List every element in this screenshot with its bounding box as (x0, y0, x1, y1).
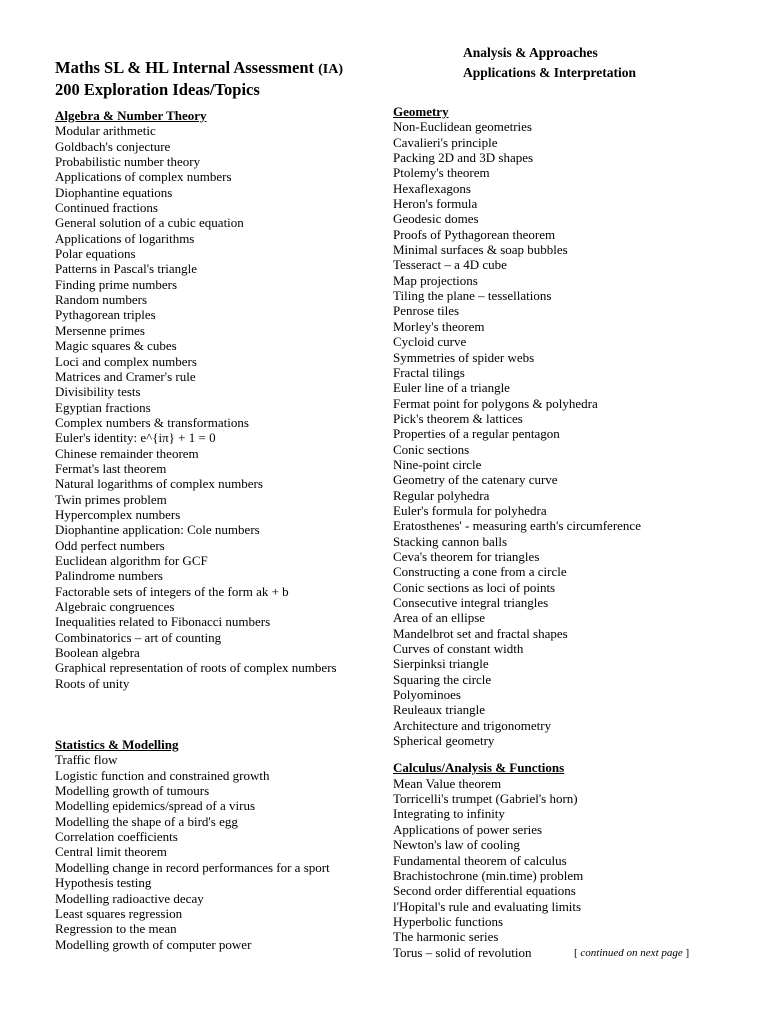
topic-item: Tesseract – a 4D cube (393, 257, 507, 273)
topic-item: Goldbach's conjecture (55, 138, 171, 154)
topic-item: Polyominoes (393, 687, 461, 703)
topic-item: Heron's formula (393, 196, 478, 212)
topic-item: Nine-point circle (393, 456, 482, 472)
topic-item: Euclidean algorithm for GCF (55, 552, 208, 568)
topic-item: Proofs of Pythagorean theorem (393, 226, 556, 242)
topic-item: Spherical geometry (393, 733, 495, 749)
topic-item: Integrating to infinity (393, 806, 505, 822)
topic-item: Conic sections as loci of points (393, 579, 556, 595)
course-labels (463, 43, 636, 83)
topic-item: Divisibility tests (55, 384, 141, 400)
topic-item: Torus – solid of revolution (393, 944, 532, 960)
topic-item: Patterns in Pascal's triangle (55, 261, 198, 277)
bracket-close: ] (685, 947, 690, 959)
topic-item: General solution of a cubic equation (55, 215, 244, 231)
topic-item: Modelling radioactive decay (55, 890, 204, 906)
topic-item: Diophantine application: Cole numbers (55, 522, 260, 538)
topic-item: Modular arithmetic (55, 123, 156, 139)
topic-item: Newton's law of cooling (393, 837, 520, 853)
left-column (55, 108, 385, 952)
topic-item: Algebraic congruences (55, 599, 175, 614)
topic-item: Hexaflexagons (393, 180, 471, 196)
topic-item: Area of an ellipse (393, 610, 486, 626)
topic-item: Hyperbolic functions (393, 913, 504, 929)
topic-item: Traffic flow (55, 752, 118, 768)
topic-item: Loci and complex numbers (55, 353, 197, 369)
topic-item: Regression to the mean (55, 921, 177, 937)
topic-item: Finding prime numbers (55, 276, 178, 292)
topic-item: Reuleaux triangle (393, 702, 486, 718)
algebra-topic-list (55, 123, 385, 691)
topic-item: Modelling change in record performances for a sport (55, 859, 330, 875)
title-line-2: 200 Exploration Ideas/Topics (55, 80, 260, 99)
topic-item: Modelling growth of computer power (55, 936, 252, 952)
continued-text: continued on next page (580, 947, 683, 959)
statistics-topic-list (55, 752, 385, 951)
topic-item: Combinatorics – art of counting (55, 629, 222, 645)
topic-item: Odd perfect numbers (55, 537, 165, 553)
topic-item: Geometry of the catenary curve (393, 472, 558, 488)
topic-item: Morley's theorem (393, 318, 485, 334)
topic-item: Geodesic domes (393, 211, 479, 227)
topic-item: Chinese remainder theorem (55, 445, 199, 461)
topic-item: Mean Value theorem (393, 775, 502, 791)
continued-note (574, 947, 689, 959)
topic-item: Mandelbrot set and fractal shapes (393, 625, 568, 641)
topic-item: Properties of a regular pentagon (393, 426, 560, 442)
topic-item: Consecutive integral triangles (393, 595, 549, 610)
topic-item: Constructing a cone from a circle (393, 564, 567, 580)
geometry-topic-list (393, 119, 743, 748)
topic-item: Graphical representation of roots of complex numbers (55, 660, 337, 676)
calculus-topic-list (393, 776, 743, 960)
topic-item: Logistic function and constrained growth (55, 767, 270, 783)
topic-item: Sierpinksi triangle (393, 656, 489, 672)
course-analysis-approaches: Analysis & Approaches (463, 45, 598, 60)
topic-item: Modelling epidemics/spread of a virus (55, 798, 256, 814)
topic-item: Euler's identity: e^{iπ} + 1 = 0 (55, 430, 216, 446)
topic-item: Fermat point for polygons & polyhedra (393, 395, 598, 411)
topic-item: Brachistochrone (min.time) problem (393, 867, 584, 883)
topic-item: Central limit theorem (55, 844, 167, 860)
topic-item: Palindrome numbers (55, 568, 163, 584)
topic-item: Matrices and Cramer's rule (55, 368, 196, 384)
course-applications-interpretation: Applications & Interpretation (463, 65, 637, 80)
topic-item: Second order differential equations (393, 883, 576, 899)
right-column (393, 104, 743, 960)
topic-item: Fermat's last theorem (55, 460, 167, 476)
topic-item: Applications of logarithms (55, 230, 195, 246)
topic-item: Regular polyhedra (393, 487, 490, 503)
topic-item: Natural logarithms of complex numbers (55, 476, 263, 492)
topic-item: Probabilistic number theory (55, 154, 201, 170)
section-gap (55, 691, 385, 737)
topic-item: Minimal surfaces & soap bubbles (393, 242, 568, 258)
topic-item: Ptolemy's theorem (393, 165, 490, 181)
topic-item: Conic sections (393, 441, 470, 457)
topic-item: Random numbers (55, 292, 148, 308)
topic-item: Penrose tiles (393, 303, 460, 319)
topic-item: Architecture and trigonometry (393, 717, 552, 733)
section-heading-calculus: Calculus/Analysis & Functions (393, 760, 565, 776)
topic-item: Applications of power series (393, 821, 543, 837)
bracket-open: [ (574, 947, 578, 959)
topic-item: Boolean algebra (55, 645, 140, 661)
topic-item: Egyptian fractions (55, 399, 151, 415)
topic-item: Packing 2D and 3D shapes (393, 150, 534, 166)
topic-item: Stacking cannon balls (393, 533, 508, 549)
topic-item: Euler line of a triangle (393, 380, 510, 396)
topic-item: Applications of complex numbers (55, 169, 232, 185)
topic-item: Pythagorean triples (55, 307, 156, 323)
topic-item: Euler's formula for polyhedra (393, 502, 547, 518)
title-main: Maths SL & HL Internal Assessment (55, 58, 314, 77)
topic-item: Magic squares & cubes (55, 338, 177, 354)
topic-item: Polar equations (55, 246, 136, 262)
topic-item: Modelling the shape of a bird's egg (55, 813, 238, 829)
topic-item: Modelling growth of tumours (55, 783, 210, 799)
topic-item: Squaring the circle (393, 671, 492, 687)
topic-item: Symmetries of spider webs (393, 349, 535, 365)
topic-item: Curves of constant width (393, 641, 524, 657)
topic-item: Complex numbers & transformations (55, 414, 249, 430)
topic-item: Correlation coefficients (55, 829, 178, 845)
title-ia: (IA) (318, 62, 344, 77)
topic-item: Hypothesis testing (55, 875, 152, 891)
topic-item: Eratosthenes' - measuring earth's circumference (393, 518, 641, 534)
section-heading-geometry: Geometry (393, 104, 449, 119)
topic-item: Continued fractions (55, 200, 158, 216)
topic-item: Factorable sets of integers of the form ak + b (55, 583, 289, 599)
topic-item: Torricelli's trumpet (Gabriel's horn) (393, 791, 578, 807)
topic-item: Map projections (393, 272, 478, 288)
topic-item: Tiling the plane – tessellations (393, 288, 552, 304)
section-gap (393, 748, 743, 760)
topic-item: Ceva's theorem for triangles (393, 548, 540, 564)
section-heading-algebra: Algebra & Number Theory (55, 108, 207, 123)
topic-item: Cycloid curve (393, 334, 467, 350)
topic-item: Fundamental theorem of calculus (393, 852, 567, 868)
topic-item: Least squares regression (55, 905, 183, 921)
topic-item: Mersenne primes (55, 322, 145, 338)
topic-item: Pick's theorem & lattices (393, 410, 523, 426)
page-title (55, 58, 343, 100)
topic-item: Hypercomplex numbers (55, 506, 181, 522)
topic-item: Non-Euclidean geometries (393, 119, 532, 135)
topic-item: Roots of unity (55, 675, 130, 691)
topic-item: Diophantine equations (55, 184, 173, 200)
topic-item: l'Hopital's rule and evaluating limits (393, 898, 582, 914)
topic-item: Twin primes problem (55, 491, 167, 507)
title-line-1 (55, 58, 343, 80)
topic-item: Cavalieri's principle (393, 134, 498, 150)
topic-item: The harmonic series (393, 929, 499, 945)
topic-item: Inequalities related to Fibonacci numbers (55, 614, 271, 630)
section-heading-statistics: Statistics & Modelling (55, 737, 179, 753)
topic-item: Fractal tilings (393, 364, 465, 380)
